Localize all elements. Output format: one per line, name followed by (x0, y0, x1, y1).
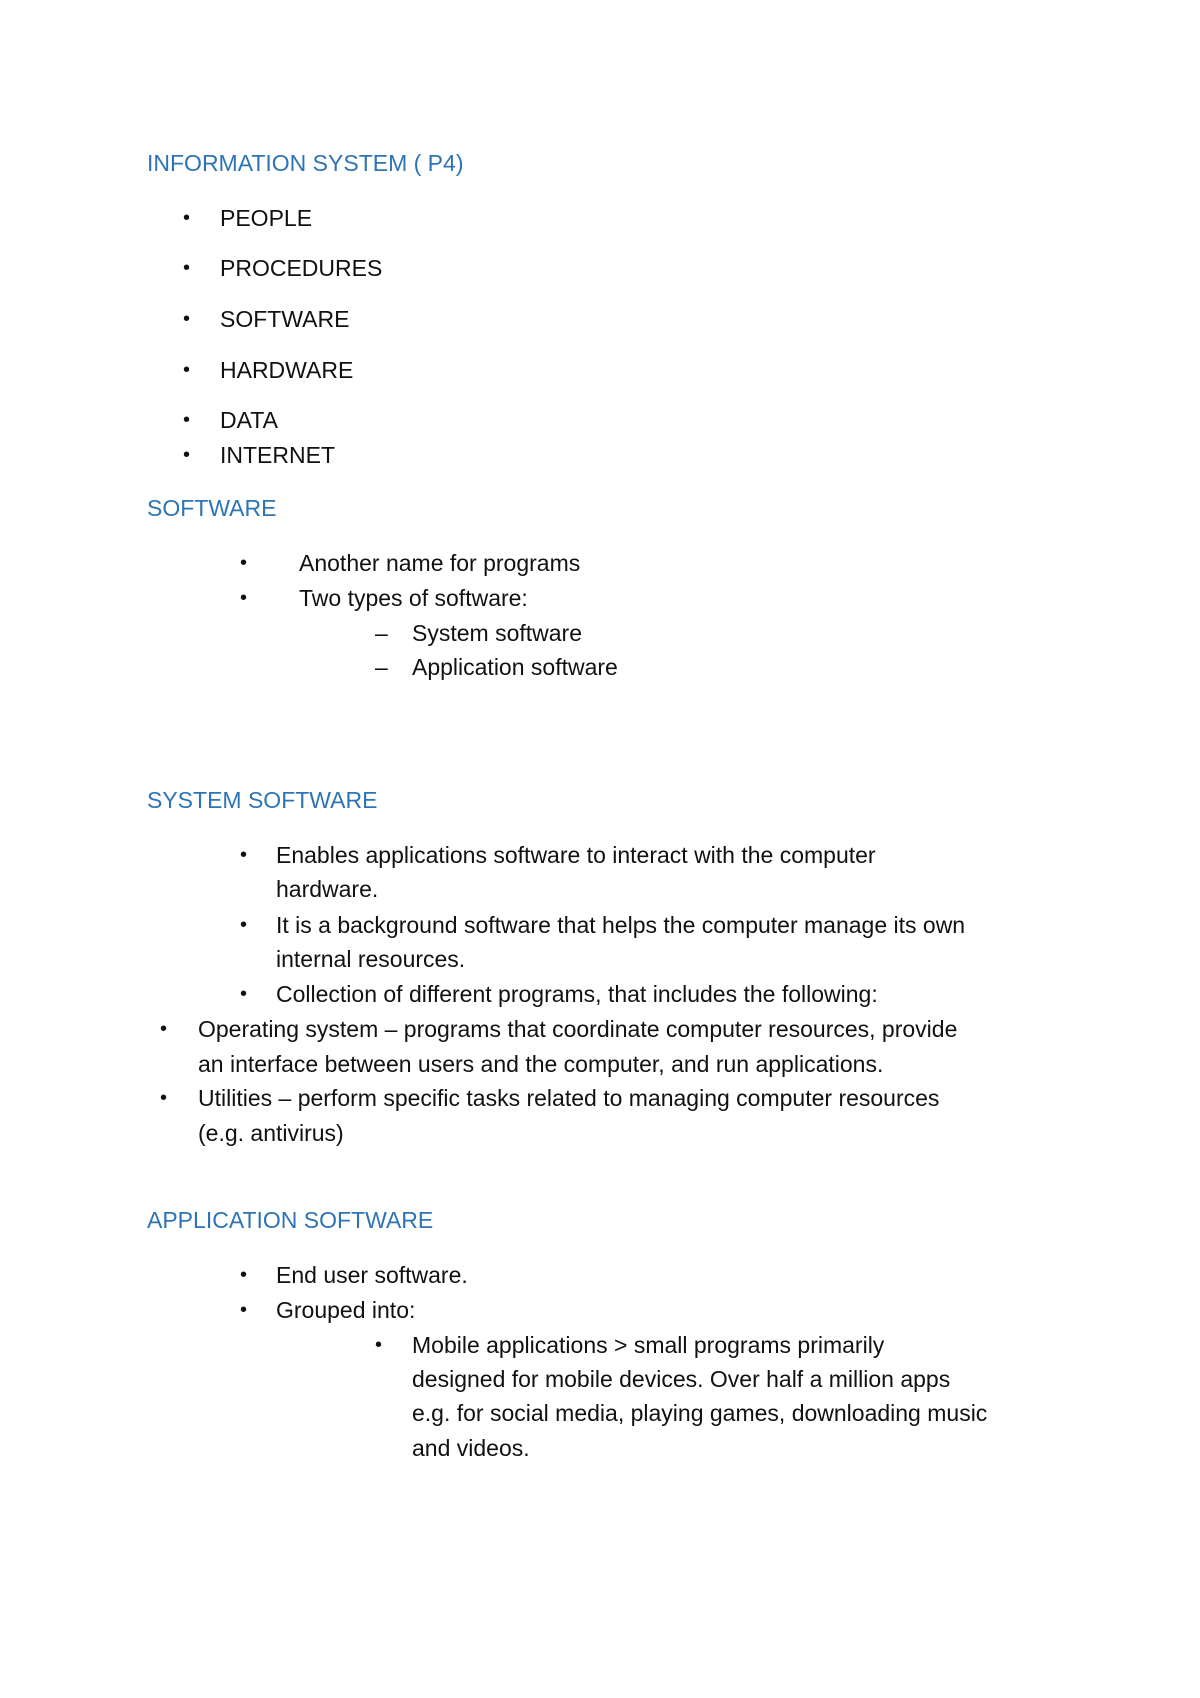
application-group-line: Mobile applications > small programs primarily (412, 1332, 885, 1358)
system-software-item: hardware. (276, 876, 379, 902)
info-item-hardware: HARDWARE (220, 357, 354, 383)
software-item: Another name for programs (299, 550, 581, 576)
bullet-icon: • (183, 207, 191, 229)
info-item-procedures: PROCEDURES (220, 255, 383, 281)
bullet-icon: • (160, 1018, 168, 1040)
bullet-icon: • (240, 1299, 248, 1321)
dash-icon: – (375, 654, 388, 680)
software-heading: SOFTWARE (147, 495, 277, 521)
application-group-line: designed for mobile devices. Over half a million apps (412, 1366, 951, 1392)
system-software-item: Enables applications software to interact with the computer (276, 842, 876, 868)
system-software-item: Collection of different programs, that includes the following: (276, 981, 878, 1007)
bullet-icon: • (183, 444, 191, 466)
application-group-line: and videos. (412, 1435, 530, 1461)
system-software-subitem: (e.g. antivirus) (198, 1120, 344, 1146)
system-software-subitem: Operating system – programs that coordinate computer resources, provide (198, 1016, 958, 1042)
bullet-icon: • (160, 1087, 168, 1109)
application-group-line: e.g. for social media, playing games, downloading music (412, 1400, 988, 1426)
application-software-item: Grouped into: (276, 1297, 416, 1323)
system-software-subitem: Utilities – perform specific tasks related to managing computer resources (198, 1085, 940, 1111)
application-software-heading: APPLICATION SOFTWARE (147, 1207, 434, 1233)
info-system-heading: INFORMATION SYSTEM ( P4) (147, 150, 464, 176)
system-software-subitem: an interface between users and the computer, and run applications. (198, 1051, 884, 1077)
software-item: Two types of software: (299, 585, 528, 611)
bullet-icon: • (183, 359, 191, 381)
system-software-item: internal resources. (276, 946, 466, 972)
system-software-heading: SYSTEM SOFTWARE (147, 787, 378, 813)
info-item-internet: INTERNET (220, 442, 335, 468)
system-software-item: It is a background software that helps the computer manage its own (276, 912, 966, 938)
bullet-icon: • (240, 983, 248, 1005)
bullet-icon: • (240, 914, 248, 936)
dash-icon: – (375, 620, 388, 646)
info-item-data: DATA (220, 407, 278, 433)
info-item-people: PEOPLE (220, 205, 313, 231)
bullet-icon: • (183, 257, 191, 279)
bullet-icon: • (240, 1264, 248, 1286)
application-software-item: End user software. (276, 1262, 468, 1288)
bullet-icon: • (183, 308, 191, 330)
bullet-icon: • (375, 1334, 383, 1356)
bullet-icon: • (183, 409, 191, 431)
software-type: Application software (412, 654, 618, 680)
info-item-software: SOFTWARE (220, 306, 350, 332)
bullet-icon: • (240, 844, 248, 866)
software-type: System software (412, 620, 582, 646)
bullet-icon: • (240, 552, 248, 574)
bullet-icon: • (240, 587, 248, 609)
